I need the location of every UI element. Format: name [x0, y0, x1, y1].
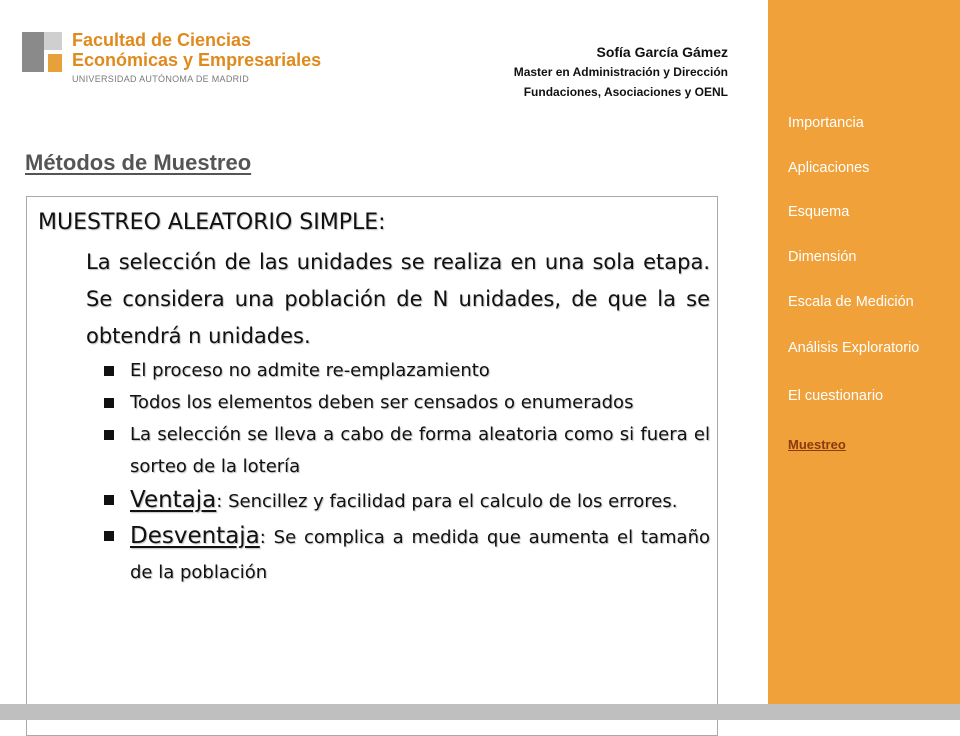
- square-bullet-icon: [104, 495, 114, 505]
- sidebar-item-muestreo[interactable]: Muestreo: [788, 437, 846, 452]
- bullet-text: : Sencillez y facilidad para el calculo de los errores.: [216, 491, 678, 512]
- square-bullet-icon: [104, 366, 114, 376]
- section-title: Métodos de Muestreo: [25, 150, 252, 175]
- disadvantage-label: Desventaja: [130, 523, 260, 549]
- logo-title-line1: Facultad de Ciencias: [72, 30, 252, 50]
- author-name: Sofía García Gámez: [596, 44, 728, 60]
- author-program-line2: Fundaciones, Asociaciones y OENL: [523, 85, 728, 99]
- sidebar-nav: [768, 0, 960, 720]
- bullet-text: : Se complica a medida que aumenta el tamaño de la población: [130, 527, 710, 583]
- sidebar-item-esquema[interactable]: Esquema: [788, 204, 850, 220]
- list-item: [38, 387, 710, 419]
- logo-mark-icon: [22, 28, 62, 74]
- sidebar-item-importancia[interactable]: Importancia: [788, 115, 864, 131]
- logo-title-line2: Económicas y Empresariales: [72, 50, 322, 70]
- sidebar-item-aplicaciones[interactable]: Aplicaciones: [788, 160, 870, 176]
- sidebar-item-cuestionario[interactable]: El cuestionario: [788, 388, 884, 404]
- list-item: [38, 419, 710, 483]
- list-item: [38, 483, 710, 519]
- faculty-logo: [22, 28, 342, 98]
- author-program-line1: Master en Administración y Dirección: [513, 65, 728, 79]
- square-bullet-icon: [104, 398, 114, 408]
- bullet-text: Todos los elementos deben ser censados o enumerados: [130, 392, 634, 413]
- slide-content: [38, 208, 710, 590]
- bullet-text: El proceso no admite re-emplazamiento: [130, 360, 490, 381]
- sidebar-item-escala-medicion[interactable]: Escala de Medición: [788, 294, 914, 310]
- square-bullet-icon: [104, 531, 114, 541]
- bullet-text: La selección se lleva a cabo de forma aleatoria como si fuera el sorteo de la lotería: [130, 424, 710, 477]
- author-block: [514, 42, 728, 102]
- logo-university: UNIVERSIDAD AUTÓNOMA DE MADRID: [72, 74, 250, 84]
- list-item: [38, 355, 710, 387]
- sidebar-item-dimension[interactable]: Dimensión: [788, 249, 857, 265]
- square-bullet-icon: [104, 430, 114, 440]
- sidebar-item-analisis-exploratorio[interactable]: Análisis Exploratorio: [788, 340, 920, 356]
- bullet-list: [38, 355, 710, 590]
- bottom-bar: [0, 704, 960, 720]
- list-item: [38, 519, 710, 590]
- content-heading: MUESTREO ALEATORIO SIMPLE:: [38, 210, 386, 235]
- content-paragraph: La selección de las unidades se realiza en una sola etapa. Se considera una población de N unidades, de que la se obtendrá n unidades.: [86, 250, 710, 348]
- advantage-label: Ventaja: [130, 487, 217, 513]
